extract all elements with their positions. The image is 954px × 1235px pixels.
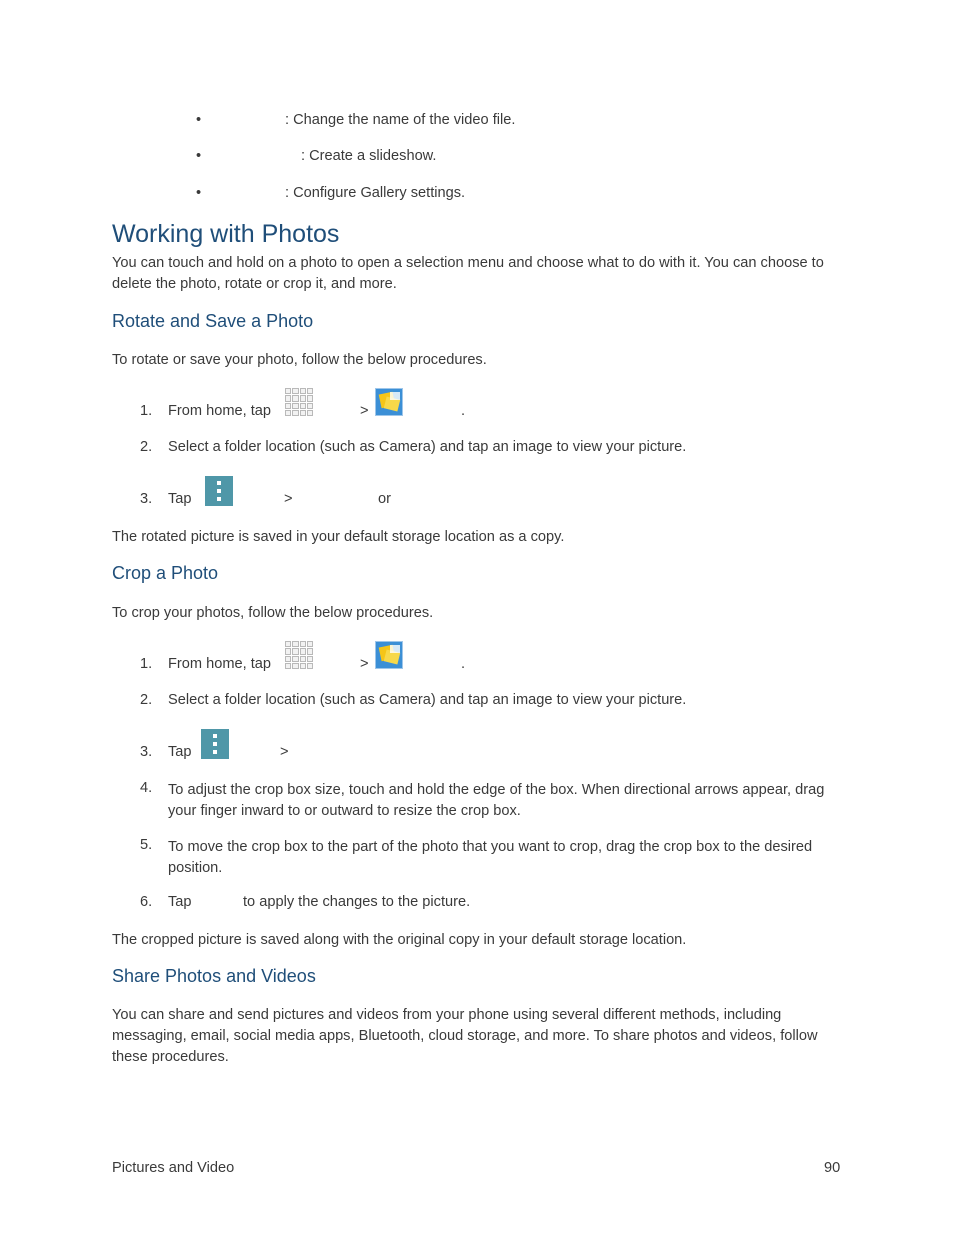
bullet-marker: • — [196, 185, 202, 201]
apps-grid-icon[interactable] — [285, 388, 313, 416]
section-heading-crop: Crop a Photo — [112, 563, 219, 583]
step-separator: > — [280, 744, 289, 760]
footer-section: Pictures and Video — [112, 1160, 235, 1176]
crop-intro: To crop your photos, follow the below procedures. — [112, 605, 434, 621]
step-text: Select a folder location (such as Camera) and tap an image to view your picture. — [168, 439, 687, 455]
step-separator: > — [284, 491, 293, 507]
step-text: To move the crop box to the part of the photo that you want to crop, drag the crop box to the desired position. — [168, 839, 813, 876]
bullet-rename: : Change the name of the video file. — [285, 112, 516, 128]
bullet-marker: • — [196, 148, 202, 164]
more-options-icon[interactable] — [201, 729, 229, 759]
share-intro: You can share and send pictures and videos from your phone using several different methods, including messaging, email, social media apps, Bluetooth, cloud storage, and more. To share photos and videos, follow these procedures. — [112, 1007, 818, 1065]
step-end: or — [378, 491, 391, 507]
bullet-marker: • — [196, 112, 202, 128]
step-separator: > — [360, 403, 369, 419]
crop-outro: The cropped picture is saved along with the original copy in your default storage location. — [112, 932, 687, 948]
intro-paragraph: You can touch and hold on a photo to open a selection menu and choose what to do with it. You can choose to delete the photo, rotate or crop it, and more. — [112, 255, 824, 292]
page-title: Working with Photos — [112, 220, 340, 248]
step-number: 2. — [140, 439, 153, 455]
step-text: Tap — [168, 491, 192, 507]
step-text: To adjust the crop box size, touch and hold the edge of the box. When directional arrows appear, drag your finger inward to or outward to resize the crop box. — [168, 782, 825, 819]
step-number: 1. — [140, 403, 153, 419]
bullet-slideshow: : Create a slideshow. — [301, 148, 437, 164]
gallery-icon[interactable] — [375, 641, 403, 669]
step-text: From home, tap — [168, 403, 272, 419]
rotate-outro: The rotated picture is saved in your default storage location as a copy. — [112, 529, 565, 545]
step-text: Select a folder location (such as Camera) and tap an image to view your picture. — [168, 692, 687, 708]
step-end: . — [461, 403, 466, 419]
page-number: 90 — [824, 1160, 841, 1176]
rotate-intro: To rotate or save your photo, follow the below procedures. — [112, 352, 487, 368]
step-text: Tap — [168, 744, 192, 760]
step-number: 1. — [140, 656, 153, 672]
apps-grid-icon[interactable] — [285, 641, 313, 669]
step-text: Tap — [168, 894, 192, 910]
step-number: 2. — [140, 692, 153, 708]
step-number: 6. — [140, 894, 153, 910]
step-number: 3. — [140, 744, 153, 760]
step-number: 5. — [140, 837, 153, 853]
section-heading-share: Share Photos and Videos — [112, 966, 316, 986]
step-tail: to apply the changes to the picture. — [243, 894, 471, 910]
step-number: 3. — [140, 491, 153, 507]
gallery-icon[interactable] — [375, 388, 403, 416]
step-end: . — [461, 656, 466, 672]
section-heading-rotate: Rotate and Save a Photo — [112, 311, 314, 331]
more-options-icon[interactable] — [205, 476, 233, 506]
step-number: 4. — [140, 780, 153, 796]
bullet-settings: : Configure Gallery settings. — [285, 185, 466, 201]
step-separator: > — [360, 656, 369, 672]
step-text: From home, tap — [168, 656, 272, 672]
